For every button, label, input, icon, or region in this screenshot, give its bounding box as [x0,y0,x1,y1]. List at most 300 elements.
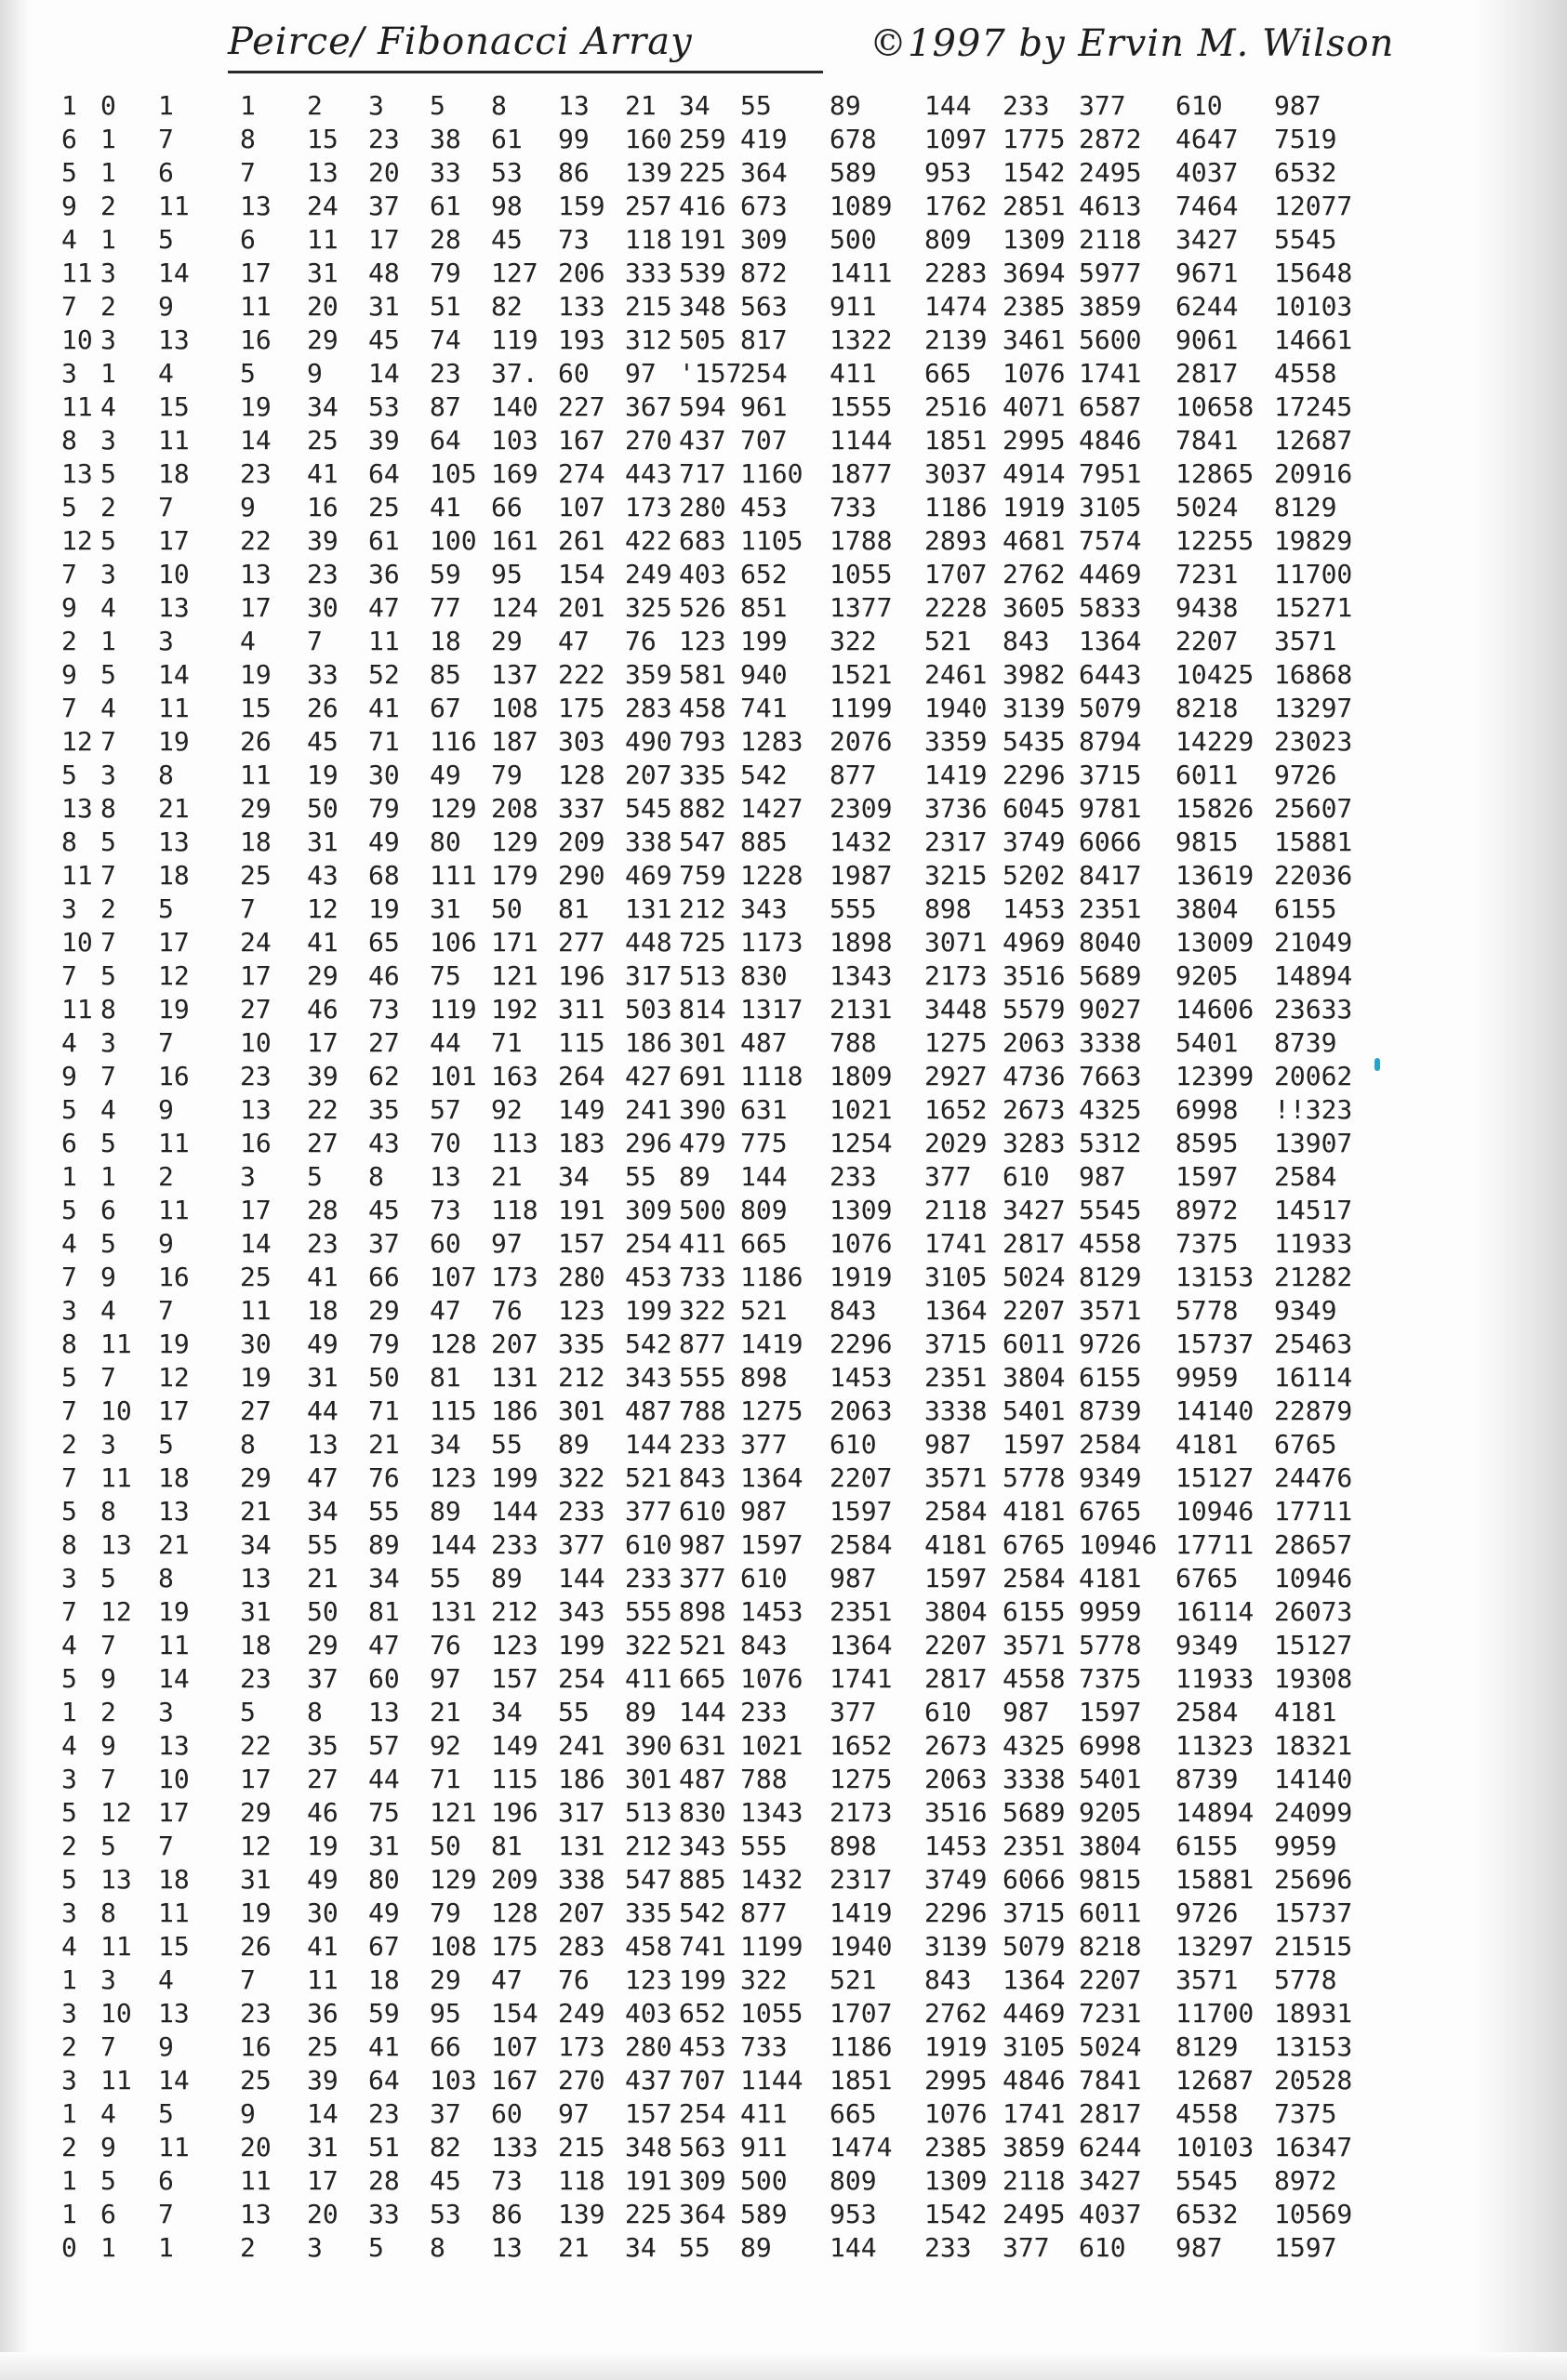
table-cell: 55 [430,1563,461,1593]
table-cell: 35 [368,1094,400,1125]
table-cell: 17 [240,1195,272,1225]
table-cell: 2 [61,2132,77,2162]
table-cell: 103 [491,425,538,456]
table-cell: 1419 [924,760,988,790]
table-cell: 17 [307,2165,339,2196]
copyright-credit: ©1997 by Ervin M. Wilson [870,22,1395,65]
table-cell: 2207 [1079,1964,1142,1995]
table-cell: 30 [368,760,400,790]
table-cell: 196 [558,960,605,991]
table-cell: 16 [240,2031,272,2062]
table-cell: 877 [679,1329,726,1359]
table-cell: 1652 [830,1730,893,1761]
table-cell: 47 [430,1295,461,1326]
table-cell: 3105 [924,1262,988,1292]
table-cell: 89 [740,2232,772,2263]
table-cell: 335 [625,1897,672,1928]
table-cell: 7574 [1079,525,1142,556]
table-cell: 377 [1079,90,1126,121]
table-cell: 2207 [1175,626,1239,656]
table-cell: 21515 [1274,1931,1353,1962]
table-cell: 23 [368,124,400,154]
table-cell: 13 [307,1429,339,1460]
table-cell: 119 [430,994,477,1025]
table-cell: 2584 [830,1529,893,1560]
table-cell: 8739 [1079,1395,1142,1426]
table-cell: 2584 [1003,1563,1066,1593]
table-cell: 3715 [924,1329,988,1359]
table-cell: 348 [625,2132,672,2162]
table-cell: 7 [61,291,77,322]
table-cell: 1055 [740,1998,803,2029]
table-cell: 0 [100,90,116,121]
table-cell: 343 [740,893,788,924]
table-cell: 37 [307,1663,339,1694]
table-cell: 5689 [1079,960,1142,991]
table-cell: 3859 [1003,2132,1066,2162]
table-cell: 131 [558,1831,605,1861]
table-cell: 367 [625,391,672,422]
table-cell: 12 [100,1596,132,1627]
table-cell: 193 [558,324,605,355]
table-cell: 2063 [1003,1027,1066,1058]
table-cell: 49 [307,1864,339,1895]
table-cell: 7375 [1175,1228,1239,1259]
table-cell: 3804 [924,1596,988,1627]
table-cell: 3 [100,1027,116,1058]
table-cell: 6066 [1003,1864,1066,1895]
table-cell: 911 [830,291,877,322]
table-cell: 50 [307,1596,339,1627]
table-cell: 19 [158,726,190,757]
table-cell: 5 [158,893,174,924]
table-cell: 97 [558,2098,590,2129]
table-cell: 437 [625,2065,672,2096]
table-cell: 453 [625,1262,672,1292]
table-cell: 11 [158,191,190,221]
table-cell: 21 [307,1563,339,1593]
table-cell: 16114 [1175,1596,1255,1627]
table-cell: 5 [61,1195,77,1225]
table-cell: 144 [558,1563,605,1593]
table-cell: 503 [625,994,672,1025]
table-cell: 2584 [1079,1429,1142,1460]
table-cell: 987 [1175,2232,1223,2263]
table-cell: 103 [430,2065,477,2096]
table-cell: 74 [430,324,461,355]
table-cell: 15737 [1274,1897,1353,1928]
table-cell: 124 [491,592,538,623]
table-cell: 15648 [1274,258,1353,288]
table-cell: 8417 [1079,860,1142,891]
table-cell: 3 [100,760,116,790]
table-cell: 11 [158,2132,190,2162]
table-cell: 3516 [924,1797,988,1828]
table-cell: 14 [368,358,400,389]
table-cell: 12 [240,1831,272,1861]
table-cell: 9781 [1079,793,1142,824]
table-cell: 3571 [1175,1964,1239,1995]
table-cell: 59 [430,559,461,589]
table-cell: 3 [100,559,116,589]
table-cell: 29 [491,626,523,656]
table-cell: 60 [491,2098,523,2129]
table-cell: 46 [307,994,339,1025]
table-cell: 45 [307,726,339,757]
table-cell: 1741 [830,1663,893,1694]
table-cell: 129 [491,826,538,857]
table-cell: 225 [679,157,726,188]
table-cell: 2817 [1079,2098,1142,2129]
table-cell: 115 [491,1764,538,1794]
table-cell: 843 [679,1462,726,1493]
table-cell: 2893 [924,525,988,556]
table-cell: 29 [307,324,339,355]
table-cell: 312 [625,324,672,355]
table-cell: 1597 [1003,1429,1066,1460]
table-cell: 1076 [924,2098,988,2129]
table-cell: 5401 [1079,1764,1142,1794]
table-cell: 50 [307,793,339,824]
table-cell: 8 [61,1329,77,1359]
table-cell: 1597 [740,1529,803,1560]
table-cell: 46 [368,960,400,991]
table-cell: 940 [740,659,788,690]
table-cell: 2762 [1003,559,1066,589]
table-cell: !!323 [1274,1094,1353,1125]
table-cell: 1542 [924,2199,988,2229]
table-cell: 1453 [830,1362,893,1393]
table-cell: 13 [240,1094,272,1125]
table-cell: 5 [100,1128,116,1158]
table-cell: 7 [61,1395,77,1426]
table-cell: 15 [158,391,190,422]
table-cell: 23 [368,2098,400,2129]
table-cell: 30 [240,1329,272,1359]
table-cell: 5024 [1003,1262,1066,1292]
table-cell: 254 [625,1228,672,1259]
table-cell: 1309 [924,2165,988,2196]
table-cell: 27 [240,994,272,1025]
table-cell: 9349 [1079,1462,1142,1493]
table-cell: 5 [61,492,77,522]
table-cell: 34 [558,1161,590,1192]
table-cell: 33 [368,2199,400,2229]
table-cell: 51 [368,2132,400,2162]
table-cell: 12 [61,525,93,556]
table-cell: 43 [368,1128,400,1158]
table-cell: 1 [100,2232,116,2263]
table-cell: 11 [240,1295,272,1326]
table-cell: 37 [368,1228,400,1259]
table-cell: 7 [100,726,116,757]
table-cell: 2 [158,1161,174,1192]
table-cell: 2995 [1003,425,1066,456]
table-cell: 33 [307,659,339,690]
table-cell: 233 [924,2232,972,2263]
table-cell: 3 [158,1697,174,1727]
table-cell: 1919 [830,1262,893,1292]
table-cell: 19829 [1274,525,1353,556]
table-cell: 11933 [1274,1228,1353,1259]
table-cell: 4 [100,2098,116,2129]
table-cell: 2817 [1003,1228,1066,1259]
table-cell: 45 [430,2165,461,2196]
table-cell: 555 [679,1362,726,1393]
table-cell: 741 [740,693,788,723]
table-cell: 7 [61,1596,77,1627]
table-cell: 123 [491,1630,538,1660]
table-cell: 31 [240,1596,272,1627]
table-cell: 14661 [1274,324,1353,355]
table-cell: 364 [740,157,788,188]
table-cell: 173 [625,492,672,522]
table-cell: 2228 [924,592,988,623]
table-cell: 733 [679,1262,726,1292]
table-cell: 2173 [924,960,988,991]
table-cell: 4 [100,391,116,422]
table-cell: 24476 [1274,1462,1353,1493]
table-cell: 453 [679,2031,726,2062]
table-cell: 17711 [1175,1529,1255,1560]
table-cell: 4 [240,626,256,656]
table-cell: 9726 [1274,760,1337,790]
table-cell: 107 [491,2031,538,2062]
table-cell: 4 [100,1094,116,1125]
table-cell: 3749 [924,1864,988,1895]
table-cell: 1419 [740,1329,803,1359]
table-cell: 270 [625,425,672,456]
table-cell: 2351 [1079,893,1142,924]
table-cell: 3571 [1079,1295,1142,1326]
table-cell: 47 [368,592,400,623]
table-cell: 13 [240,2199,272,2229]
table-cell: 16 [240,1128,272,1158]
table-cell: 2 [61,1831,77,1861]
table-cell: 29 [307,960,339,991]
table-cell: 233 [558,1496,605,1527]
table-cell: 7 [100,1061,116,1091]
table-cell: 7 [240,1964,256,1995]
table-cell: 1 [61,2098,77,2129]
table-cell: 1851 [924,425,988,456]
table-cell: 3694 [1003,258,1066,288]
table-cell: 911 [740,2132,788,2162]
table-cell: 1097 [924,124,988,154]
table-cell: 7841 [1079,2065,1142,2096]
table-cell: 1364 [924,1295,988,1326]
table-cell: 8 [100,994,116,1025]
table-cell: 411 [740,2098,788,2129]
table-cell: 3448 [924,994,988,1025]
table-cell: 1432 [740,1864,803,1895]
table-cell: 4 [61,1931,77,1962]
table-cell: 89 [368,1529,400,1560]
table-cell: 5778 [1274,1964,1337,1995]
table-cell: 2495 [1079,157,1142,188]
table-cell: 144 [430,1529,477,1560]
table-cell: 24 [240,927,272,958]
table-cell: 377 [679,1563,726,1593]
table-cell: 196 [491,1797,538,1828]
table-cell: 175 [491,1931,538,1962]
table-cell: 283 [558,1931,605,1962]
table-cell: 788 [830,1027,877,1058]
table-cell: 41 [307,1931,339,1962]
table-cell: 3715 [1003,1897,1066,1928]
table-cell: 2385 [1003,291,1066,322]
table-cell: 85 [430,659,461,690]
table-cell: 241 [625,1094,672,1125]
table-cell: 1521 [830,659,893,690]
table-cell: 123 [558,1295,605,1326]
table-cell: 707 [740,425,788,456]
table-cell: 14 [240,1228,272,1259]
table-cell: 79 [430,1897,461,1928]
table-cell: 1877 [830,458,893,489]
table-cell: 254 [558,1663,605,1694]
table-cell: 793 [679,726,726,757]
table-cell: 5545 [1175,2165,1239,2196]
table-cell: 7231 [1175,559,1239,589]
table-cell: 8 [430,2232,445,2263]
table-cell: 22 [307,1094,339,1125]
table-cell: 3 [100,425,116,456]
table-cell: 1118 [740,1061,803,1091]
table-cell: 377 [558,1529,605,1560]
table-cell: 209 [558,826,605,857]
table-cell: 311 [558,994,605,1025]
table-cell: 5778 [1003,1462,1066,1493]
table-cell: 1055 [830,559,893,589]
table-cell: 62 [368,1061,400,1091]
table-cell: 1343 [740,1797,803,1828]
table-cell: 7 [100,1764,116,1794]
table-cell: 19 [307,760,339,790]
table-cell: 5 [307,1161,323,1192]
table-cell: 2584 [1274,1161,1337,1192]
table-cell: 5 [368,2232,384,2263]
table-cell: 2 [307,90,323,121]
table-cell: 13 [491,2232,523,2263]
table-cell: 11 [158,1195,190,1225]
table-cell: 86 [558,157,590,188]
table-cell: 5600 [1079,324,1142,355]
table-cell: 233 [625,1563,672,1593]
table-cell: 1364 [1079,626,1142,656]
table-cell: 179 [491,860,538,891]
table-cell: 547 [679,826,726,857]
table-cell: 5 [100,458,116,489]
table-cell: 843 [740,1630,788,1660]
table-cell: 15 [307,124,339,154]
table-cell: 20528 [1274,2065,1353,2096]
table-cell: 8 [100,793,116,824]
table-cell: 123 [430,1462,477,1493]
table-cell: 45 [491,224,523,255]
title-underline [228,71,823,73]
table-cell: 5 [61,1496,77,1527]
table-cell: 89 [558,1429,590,1460]
table-cell: 25 [368,492,400,522]
table-cell: 3427 [1175,224,1239,255]
table-cell: 8 [368,1161,384,1192]
table-cell: 7663 [1079,1061,1142,1091]
table-cell: 161 [491,525,538,556]
table-cell: 34 [430,1429,461,1460]
table-cell: 70 [430,1128,461,1158]
table-cell: 9959 [1175,1362,1239,1393]
table-cell: 18 [240,1630,272,1660]
table-cell: 337 [558,793,605,824]
table-cell: 22 [240,1730,272,1761]
table-cell: 18 [307,1295,339,1326]
table-cell: 16 [307,492,339,522]
table-cell: 1 [61,1161,77,1192]
table-cell: 173 [558,2031,605,2062]
table-cell: 4071 [1003,391,1066,422]
table-cell: 3338 [924,1395,988,1426]
fibonacci-array-table [61,89,1484,2265]
table-cell: 60 [368,1663,400,1694]
table-cell: 73 [558,224,590,255]
table-cell: 17 [158,927,190,958]
table-cell: 23 [307,559,339,589]
table-cell: 89 [625,1697,657,1727]
table-cell: 885 [679,1864,726,1895]
table-cell: 9 [158,2031,174,2062]
table-cell: 6045 [1003,793,1066,824]
table-cell: 34 [368,1563,400,1593]
table-cell: 133 [491,2132,538,2162]
table-cell: 20 [368,157,400,188]
table-cell: 17 [158,1797,190,1828]
table-cell: 270 [558,2065,605,2096]
table-cell: 610 [679,1496,726,1527]
table-cell: 4 [100,592,116,623]
table-cell: 733 [740,2031,788,2062]
table-cell: 6443 [1079,659,1142,690]
table-cell: 317 [558,1797,605,1828]
table-cell: 343 [679,1831,726,1861]
table-cell: 3139 [924,1931,988,1962]
table-cell: 175 [558,693,605,723]
table-cell: 3 [61,1998,77,2029]
table-cell: 17 [368,224,400,255]
table-cell: 27 [307,1128,339,1158]
table-cell: 31 [307,2132,339,2162]
table-cell: 5 [100,2165,116,2196]
table-cell: 37. [491,358,538,389]
table-cell: 390 [625,1730,672,1761]
table-cell: 75 [368,1797,400,1828]
table-cell: 2173 [830,1797,893,1828]
table-cell: 309 [679,2165,726,2196]
table-cell: 23023 [1274,726,1353,757]
table-cell: 309 [740,224,788,255]
table-cell: 2 [100,291,116,322]
table-cell: 144 [491,1496,538,1527]
table-cell: 29 [240,793,272,824]
table-cell: 17245 [1274,391,1353,422]
table-cell: 3338 [1003,1764,1066,1794]
table-cell: 898 [679,1596,726,1627]
table-cell: 13 [558,90,590,121]
table-cell: 333 [625,258,672,288]
table-cell: 249 [558,1998,605,2029]
table-cell: 55 [307,1529,339,1560]
table-cell: 47 [368,1630,400,1660]
